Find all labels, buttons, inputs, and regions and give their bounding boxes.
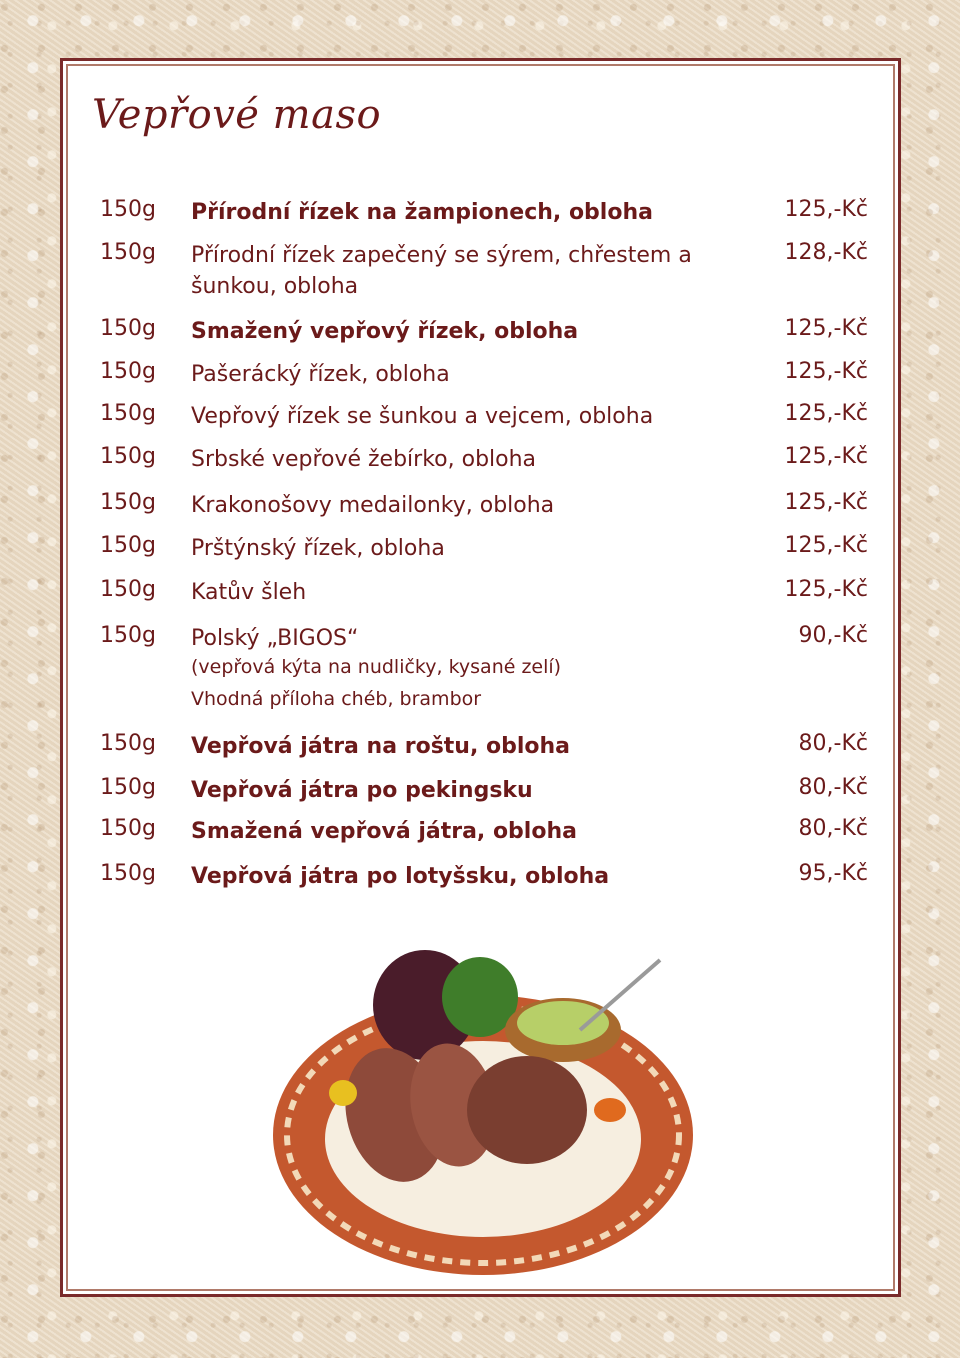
- item-weight: 150g: [100, 623, 156, 648]
- item-name: Krakonošovy medailonky, obloha: [191, 493, 555, 518]
- item-name: Srbské vepřové žebírko, obloha: [191, 447, 537, 472]
- item-weight: 150g: [100, 359, 156, 384]
- item-price: 80,-Kč: [798, 731, 868, 756]
- item-price: 125,-Kč: [784, 577, 868, 602]
- item-name: Vepřová játra na roštu, obloha: [191, 734, 571, 759]
- item-price: 125,-Kč: [784, 533, 868, 558]
- item-weight: 150g: [100, 731, 156, 756]
- item-price: 128,-Kč: [784, 240, 868, 265]
- item-weight: 150g: [100, 533, 156, 558]
- item-price: 125,-Kč: [784, 490, 868, 515]
- item-weight: 150g: [100, 444, 156, 469]
- item-note: (vepřová kýta na nudličky, kysané zelí): [191, 656, 562, 678]
- item-price: 125,-Kč: [784, 316, 868, 341]
- item-name: Prštýnský řízek, obloha: [191, 536, 445, 561]
- page-title: Vepřové maso: [92, 92, 382, 138]
- item-price: 125,-Kč: [784, 444, 868, 469]
- plate-of-meat-icon: [265, 935, 695, 1280]
- item-name: Vepřový řízek se šunkou a vejcem, obloha: [191, 404, 654, 429]
- item-name: Vepřová játra po pekingsku: [191, 778, 533, 803]
- item-name: Přírodní řízek na žampionech, obloha: [191, 200, 653, 225]
- item-price: 80,-Kč: [798, 816, 868, 841]
- item-weight: 150g: [100, 316, 156, 341]
- item-weight: 150g: [100, 197, 156, 222]
- item-price: 125,-Kč: [784, 359, 868, 384]
- item-name: Vepřová játra po lotyšsku, obloha: [191, 864, 610, 889]
- item-weight: 150g: [100, 775, 156, 800]
- item-weight: 150g: [100, 861, 156, 886]
- item-price: 95,-Kč: [798, 861, 868, 886]
- item-note: Vhodná příloha chéb, brambor: [191, 688, 482, 710]
- item-price: 125,-Kč: [784, 197, 868, 222]
- item-name: Polský „BIGOS“: [191, 626, 359, 651]
- item-price: 80,-Kč: [798, 775, 868, 800]
- item-name: Přírodní řízek zapečený se sýrem, chřestem a šunkou, obloha: [191, 243, 692, 299]
- item-weight: 150g: [100, 816, 156, 841]
- item-name: Smažený vepřový řízek, obloha: [191, 319, 579, 344]
- item-weight: 150g: [100, 240, 156, 265]
- item-name: Katův šleh: [191, 580, 307, 605]
- item-weight: 150g: [100, 401, 156, 426]
- item-weight: 150g: [100, 490, 156, 515]
- item-price: 125,-Kč: [784, 401, 868, 426]
- item-price: 90,-Kč: [798, 623, 868, 648]
- item-weight: 150g: [100, 577, 156, 602]
- item-name: Smažená vepřová játra, obloha: [191, 819, 577, 844]
- item-name: Pašerácký řízek, obloha: [191, 362, 450, 387]
